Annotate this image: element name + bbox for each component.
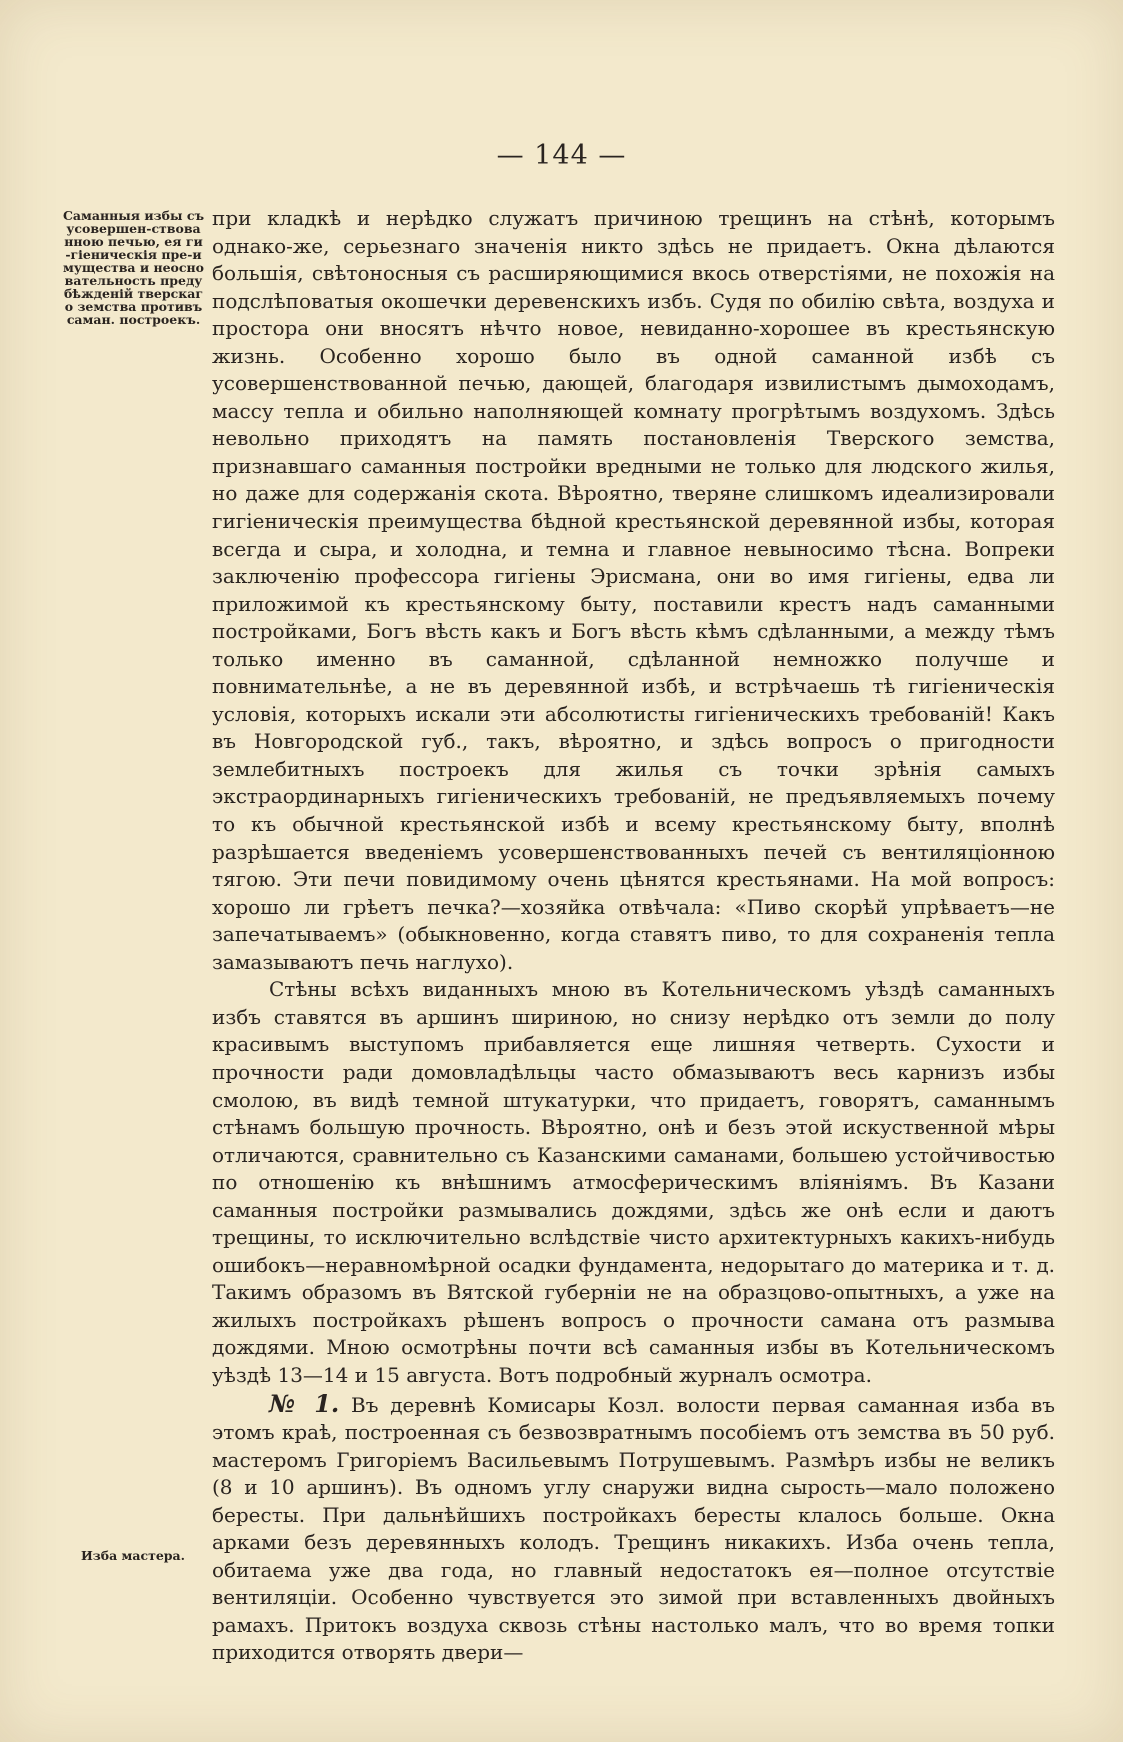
- margin-note-saman-huts: Саманныя избы съ усовершен-ствованною печью, ея ги-гіеническія пре-имущества и неосновательность предубѣжденій тверскаго земства противъ саман. построекъ.: [62, 208, 205, 327]
- paragraph: Стѣны всѣхъ виданныхъ мною въ Котельническомъ уѣздѣ саманныхъ избъ ставятся въ аршинъ шириною, но снизу нерѣдко отъ земли до полу красивымъ выступомъ прибавляется еще лишняя четверть. Сухости и прочности ради домовладѣльцы часто обмазываютъ весь карнизъ избы смолою, въ видѣ темной штукатурки, что придаетъ, говорятъ, саманнымъ стѣнамъ большую прочность. Вѣроятно, онѣ и безъ этой искуственной мѣры отличаются, сравнительно съ Казанскими саманами, большею устойчивостью по отношенію къ внѣшнимъ атмосферическимъ вліяніямъ. Въ Казани саманныя постройки размывались дождями, здѣсь же онѣ если и даютъ трещины, то исключительно вслѣдствіе чисто архитектурныхъ какихъ-нибудь ошибокъ—неравномѣрной осадки фундамента, недорытаго до материка и т. д. Такимъ образомъ въ Вятской губерніи не на образцово-опытныхъ, а уже на жилыхъ постройкахъ рѣшенъ вопросъ о прочности самана отъ размыва дождями. Мною осмотрѣны почти всѣ саманныя избы въ Котельническомъ уѣздѣ 13—14 и 15 августа. Вотъ подробный журналъ осмотра.: [212, 977, 1055, 1387]
- margin-note-master-hut: Изба мастера.: [80, 1548, 186, 1563]
- entry-text: Въ деревнѣ Комисары Козл. волости первая саманная изба въ этомъ краѣ, построенная съ безвозвратнымъ пособіемъ отъ земства въ 50 руб. мастеромъ Григоріемъ Васильевымъ Потрушевымъ. Размѣръ избы не великъ (8 и 10 аршинъ). Въ одномъ углу снаружи видна сырость—мало положено бересты. При дальнѣйшихъ постройкахъ бересты клалось больше. Окна арками безъ деревянныхъ колодъ. Трещинъ никакихъ. Изба очень тепла, обитаема уже два года, но главный недостатокъ ея—полное отсутствіе вентиляціи. Особенно чувствуется это зимой при вставленныхъ двойныхъ рамахъ. Притокъ воздуха сквозь стѣны настолько малъ, что во время топки приходится отворять двери—: [212, 1392, 1056, 1665]
- entry-number: № 1.: [269, 1388, 340, 1418]
- paragraph-entry-1: [212, 1390, 1055, 1667]
- page-number: — 144 —: [496, 140, 627, 171]
- main-text: [212, 205, 1055, 1667]
- paragraph: при кладкѣ и нерѣдко служатъ причиною трещинъ на стѣнѣ, которымъ однако-же, серьезнаго значенія никто здѣсь не придаетъ. Окна дѣлаются большія, свѣтоносныя съ расширяющимися вкось отверстіями, не похожія на подслѣповатыя окошечки деревенскихъ избъ. Судя по обилію свѣта, воздуха и простора они вносятъ нѣчто новое, невиданно-хорошее въ крестьянскую жизнь. Особенно хорошо было въ одной саманной избѣ съ усовершенствованной печью, дающей, благодаря извилистымъ дымоходамъ, массу тепла и обильно наполняющей комнату прогрѣтымъ воздухомъ. Здѣсь невольно приходятъ на память постановленія Тверского земства, признавшаго саманныя постройки вредными не только для людского жилья, но даже для содержанія скота. Вѣроятно, тверяне слишкомъ идеализировали гигіеническія преимущества бѣдной крестьянской деревянной избы, которая всегда и сыра, и холодна, и темна и главное невыносимо тѣсна. Вопреки заключенію профессора гигіены Эрисмана, они во имя гигіены, едва ли приложимой къ крестьянскому быту, поставили крестъ надъ саманными постройками, Богъ вѣсть какъ и Богъ вѣсть кѣмъ сдѣланными, а между тѣмъ только именно въ саманной, сдѣланной немножко получше и повнимательнѣе, а не въ деревянной избѣ, и встрѣчаешь тѣ гигіеническія условія, которыхъ искали эти абсолютисты гигіеническихъ требованій! Какъ въ Новгородской губ., такъ, вѣроятно, и здѣсь вопросъ о пригодности землебитныхъ построекъ для жилья съ точки зрѣнія самыхъ экстраординарныхъ гигіеническихъ требованій, не предъявляемыхъ почему то къ обычной крестьянской избѣ и всему крестьянскому быту, вполнѣ разрѣшается введеніемъ усовершенствованныхъ печей съ вентиляціонною тягою. Эти печи повидимому очень цѣнятся крестьянами. На мой вопросъ: хорошо ли грѣетъ печка?—хозяйка отвѣчала: «Пиво скорѣй упрѣваетъ—не запечатываемъ» (обыкновенно, когда ставятъ пиво, то для сохраненія тепла замазываютъ печь наглухо).: [212, 206, 1055, 974]
